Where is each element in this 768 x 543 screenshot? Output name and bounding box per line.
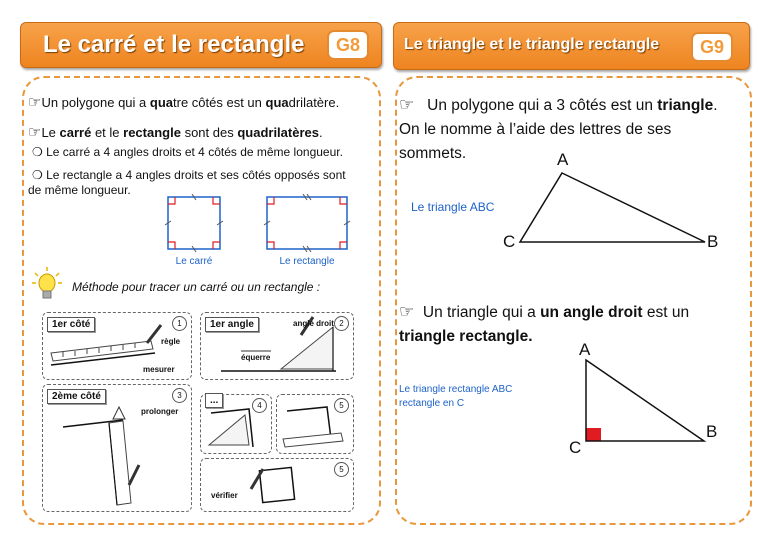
step-label: 2ème côté [47,389,106,404]
bullet-rect-def: ❍ Le rectangle a 4 angles droits et ses côtés opposés sont [32,168,346,182]
hand-pointer-icon: ☞ [399,302,415,322]
verify-label: vérifier [211,491,238,500]
vertex-a-label: A [579,340,591,359]
step-dots: ... [205,393,223,408]
step-number: 4 [252,398,267,413]
vertex-c-label: C [569,438,582,457]
square-figure [163,194,225,254]
triangle-abc-caption: Le triangle ABC [411,200,495,214]
vertex-b-label: B [706,422,718,441]
hand-pointer-icon: ☞ [28,123,42,141]
step-5a [276,394,354,454]
left-title: Le carré et le rectangle [43,31,305,58]
rectangle-figure [263,194,351,254]
extend-label: prolonger [141,407,179,416]
step-number: 2 [334,316,349,331]
step-3-second-side [42,384,192,512]
right-angle-mark [586,428,601,441]
step-label: 1er côté [47,317,95,332]
vertex-c-label: C [503,232,516,251]
step-label: 1er angle [205,317,259,332]
square-caption: Le carré [175,256,213,267]
right-badge: G9 [691,32,733,62]
ruler-label: règle [161,337,181,346]
bullet-icon: ❍ [32,168,47,182]
step-4 [200,394,272,454]
step5a-drawing [277,395,353,453]
step-number: 5 [334,398,349,413]
right-triangle-caption-2: rectangle en C [399,398,465,409]
measure-label: mesurer [143,365,175,374]
right-triangle-definition: ☞ Un triangle qui a un angle droit est un triangle rectangle. [399,302,690,345]
verify-drawing [201,459,353,511]
step-1-first-side [42,312,192,380]
vertex-a-label: A [557,150,569,169]
left-line2: ☞Le carré et le rectangle sont des quadrilatères. [28,123,323,141]
right-angle-label: angle droit [293,319,334,328]
left-title-banner [20,22,382,68]
vertex-b-label: B [707,232,719,251]
step-number: 1 [172,316,187,331]
left-line1: ☞Un polygone qui a quatre côtés est un quadrilatère. [28,93,340,111]
right-title: Le triangle et le triangle rectangle [404,36,660,53]
bullet-icon: ❍ [32,145,47,159]
left-badge: G8 [327,30,369,60]
hand-pointer-icon: ☞ [399,95,415,115]
step-number: 5 [334,462,349,477]
bullet-rect-def-cont: de même longueur. [28,183,131,197]
extend-drawing [43,385,191,511]
bullet-square-def: ❍ Le carré a 4 angles droits et 4 côtés de même longueur. [32,145,343,159]
step-2-first-angle [200,312,354,380]
set-square-label: équerre [241,353,271,362]
rectangle-caption: Le rectangle [279,256,335,267]
hand-pointer-icon: ☞ [28,93,42,111]
triangle-abc-figure [515,168,710,248]
triangle-definition: ☞ Un polygone qui a 3 côtés est un triangle. On le nomme à l’aide des lettres de ses sommets. [399,95,718,162]
right-triangle-figure [580,355,710,447]
right-title-banner [393,22,750,70]
step-5-verify [200,458,354,512]
right-triangle-caption-1: Le triangle rectangle ABC [399,384,513,395]
lightbulb-icon [32,266,62,302]
step-number: 3 [172,388,187,403]
method-title: Méthode pour tracer un carré ou un rectangle : [72,280,321,294]
step4-drawing [201,395,271,453]
